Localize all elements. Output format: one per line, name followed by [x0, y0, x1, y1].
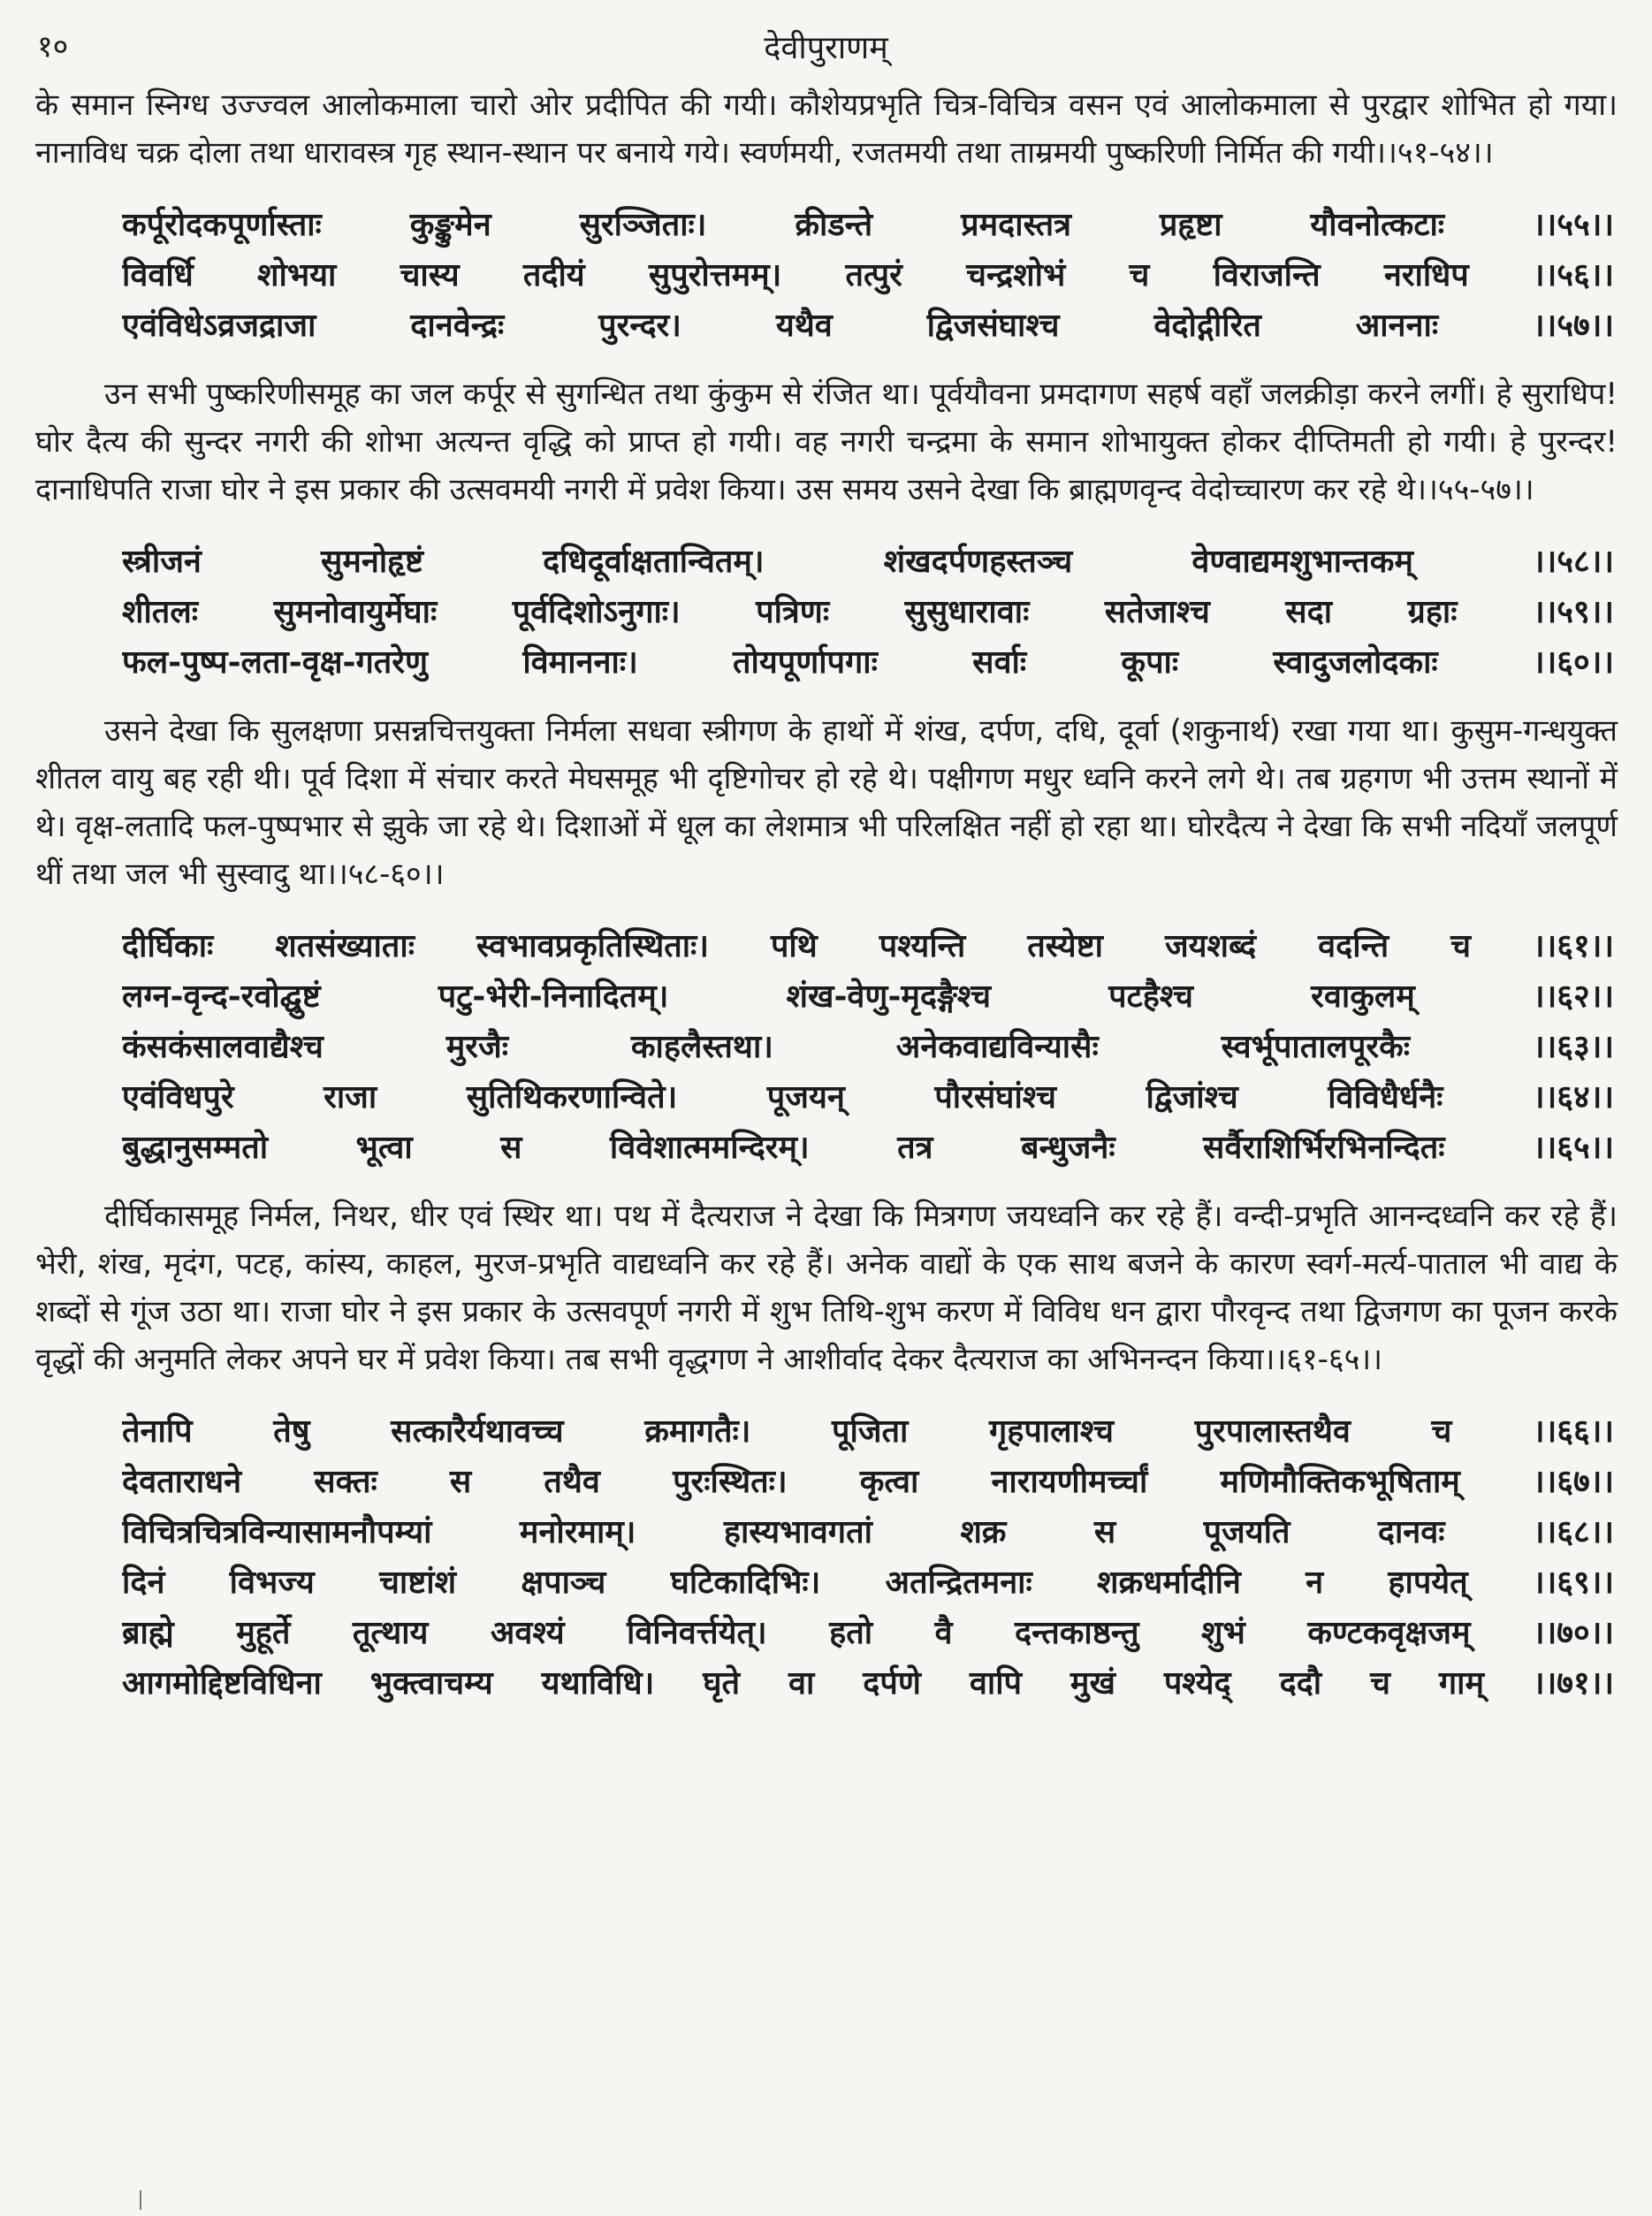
verse-block: [35, 200, 1618, 351]
verse-line: विचित्रचित्रविन्यासामनौपम्यां मनोरमाम्। हास्यभावगतां शक्र स पूजयति दानवः ।।६८।।: [122, 1513, 1614, 1550]
verse-line: आगमोद्दिष्टविधिना भुक्त्वाचम्य यथाविधि। घृते वा दर्पणे वापि मुखं पश्येद् ददौ च गाम् ।।७१।।: [122, 1664, 1614, 1702]
commentary-paragraph: उन सभी पुष्करिणीसमूह का जल कर्पूर से सुगन्धित तथा कुंकुम से रंजित था। पूर्वयौवना प्रमदागण सहर्ष वहाँ जलक्रीड़ा करने लगीं। हे सुराधिप! घोर दैत्य की सुन्दर नगरी की शोभा अत्यन्त वृद्धि को प्राप्त हो गयी। वह नगरी चन्द्रमा के समान शोभायुक्त होकर दीप्तिमती हो गयी। हे पुरन्दर! दानाधिपति राजा घोर ने इस प्रकार की उत्सवमयी नगरी में प्रवेश किया। उस समय उसने देखा कि ब्राह्मणवृन्द वेदोच्चारण कर रहे थे।।५५-५७।।: [35, 377, 1618, 507]
verse-block: [35, 537, 1618, 688]
verse-line: शीतलः सुमनोवायुर्मेघाः पूर्वदिशोऽनुगाः। पत्रिणः सुसुधारावाः सतेजाश्च सदा ग्रहाः ।।५९।।: [122, 593, 1614, 630]
page-body: [35, 81, 1618, 1728]
verse-line: स्त्रीजनं सुमनोहृष्टं दधिदूर्वाक्षतान्वितम्। शंखदर्पणहस्तञ्च वेण्वाद्यमशुभान्तकम् ।।५८।।: [122, 543, 1614, 580]
verse-line: एवंविधपुरे राजा सुतिथिकरणान्विते। पूजयन् पौरसंघांश्च द्विजांश्च विविधैर्धनैः ।।६४।।: [122, 1078, 1614, 1116]
verse-line: देवताराधने सक्तः स तथैव पुरःस्थितः। कृत्वा नारायणीमर्च्चां मणिमौक्तिकभूषिताम् ।।६७।।: [122, 1463, 1614, 1500]
commentary-paragraph: उसने देखा कि सुलक्षणा प्रसन्नचित्तयुक्ता निर्मला सधवा स्त्रीगण के हाथों में शंख, दर्पण, दधि, दूर्वा (शकुनार्थ) रखा गया था। कुसुम-गन्धयुक्त शीतल वायु बह रही थी। पूर्व दिशा में संचार करते मेघसमूह भी दृष्टिगोचर हो रहे थे। पक्षीगण मधुर ध्वनि करने लगे थे। तब ग्रहगण भी उत्तम स्थानों में थे। वृक्ष-लतादि फल-पुष्पभार से झुके जा रहे थे। दिशाओं में धूल का लेशमात्र भी परिलक्षित नहीं हो रहा था। घोरदैत्य ने देखा कि सभी नदियाँ जलपूर्ण थीं तथा जल भी सुस्वादु था।।५८-६०।।: [35, 713, 1618, 892]
commentary-paragraph: दीर्घिकासमूह निर्मल, निथर, धीर एवं स्थिर था। पथ में दैत्यराज ने देखा कि मित्रगण जयध्वनि कर रहे हैं। वन्दी-प्रभृति आनन्दध्वनि कर रहे हैं। भेरी, शंख, मृदंग, पटह, कांस्य, काहल, मुरज-प्रभृति वाद्यध्वनि कर रहे हैं। अनेक वाद्यों के एक साथ बजने के कारण स्वर्ग-मर्त्य-पाताल भी वाद्य के शब्दों से गूंज उठा था। राजा घोर ने इस प्रकार के उत्सवपूर्ण नगरी में शुभ तिथि-शुभ करण में विविध धन द्वारा पौरवृन्द तथा द्विजगण का पूजन करके वृद्धों की अनुमति लेकर अपने घर में प्रवेश किया। तब सभी वृद्धगण ने आशीर्वाद देकर दैत्यराज का अभिनन्दन किया।।६१-६५।।: [35, 1199, 1618, 1377]
verse-block: [35, 921, 1618, 1173]
verse-line: कंसकंसालवाद्यैश्च मुरजैः काहलैस्तथा। अनेकवाद्यविन्यासैः स्वर्भूपातालपूरकैः ।।६३।।: [122, 1028, 1614, 1065]
verse-line: दीर्घिकाः शतसंख्याताः स्वभावप्रकृतिस्थिताः। पथि पश्यन्ति तस्येष्टा जयशब्दं वदन्ति च ।।६१।।: [122, 927, 1614, 964]
verse-line: दिनं विभज्य चाष्टांशं क्षपाञ्च घटिकादिभिः। अतन्द्रितमनाः शक्रधर्मादीनि न हापयेत् ।।६९।।: [122, 1564, 1614, 1601]
verse-line: कर्पूरोदकपूर्णास्ताः कुङ्कुमेन सुरञ्जिताः। क्रीडन्ते प्रमदास्तत्र प्रहृष्टा यौवनोत्कटाः ।।५५।।: [122, 206, 1614, 243]
verse-line: एवंविधेऽव्रजद्राजा दानवेन्द्रः पुरन्दर। यथैव द्विजसंघाश्च वेदोद्गीरित आननाः ।।५७।।: [122, 307, 1614, 344]
verse-line: ब्राह्मे मुहूर्ते तूत्थाय अवश्यं विनिवर्त्तयेत्। हतो वै दन्तकाष्ठन्तु शुभं कण्टकवृक्षजम् ।।७०।।: [122, 1614, 1614, 1651]
verse-line: बुद्धानुसम्मतो भूत्वा स विवेशात्ममन्दिरम्। तत्र बन्धुजनैः सर्वैराशिर्भिरभिनन्दितः ।।६५।।: [122, 1129, 1614, 1166]
verse-line: विवर्धि शोभया चास्य तदीयं सुपुरोत्तमम्। तत्पुरं चन्द्रशोभं च विराजन्ति नराधिप ।।५६।।: [122, 256, 1614, 293]
verse-block: [35, 1406, 1618, 1709]
page-title: देवीपुराणम्: [764, 30, 888, 66]
verse-line: तेनापि तेषु सत्कारैर्यथावच्च क्रमागतैः। पूजिता गृहपालाश्च पुरपालास्तथैव च ।।६६।।: [122, 1413, 1614, 1450]
page-header: [0, 25, 1652, 74]
page-number: १०: [37, 29, 69, 65]
scan-margin-mark: [140, 2190, 141, 2210]
verse-line: लग्न-वृन्द-रवोद्घुष्टं पटु-भेरी-निनादितम्। शंख-वेणु-मृदङ्गैश्च पटहैश्च रवाकुलम् ।।६२।।: [122, 978, 1614, 1015]
verse-line: फल-पुष्प-लता-वृक्ष-गतरेणु विमाननाः। तोयपूर्णापगाः सर्वाः कूपाः स्वादुजलोदकाः ।।६०।।: [122, 643, 1614, 681]
commentary-paragraph: के समान स्निग्ध उज्ज्वल आलोकमाला चारो ओर प्रदीपित की गयी। कौशेयप्रभृति चित्र-विचित्र वसन एवं आलोकमाला से पुरद्वार शोभित हो गया। नानाविध चक्र दोला तथा धारावस्त्र गृह स्थान-स्थान पर बनाये गये। स्वर्णमयी, रजतमयी तथा ताम्रमयी पुष्करिणी निर्मित की गयी।।५१-५४।।: [35, 88, 1618, 171]
